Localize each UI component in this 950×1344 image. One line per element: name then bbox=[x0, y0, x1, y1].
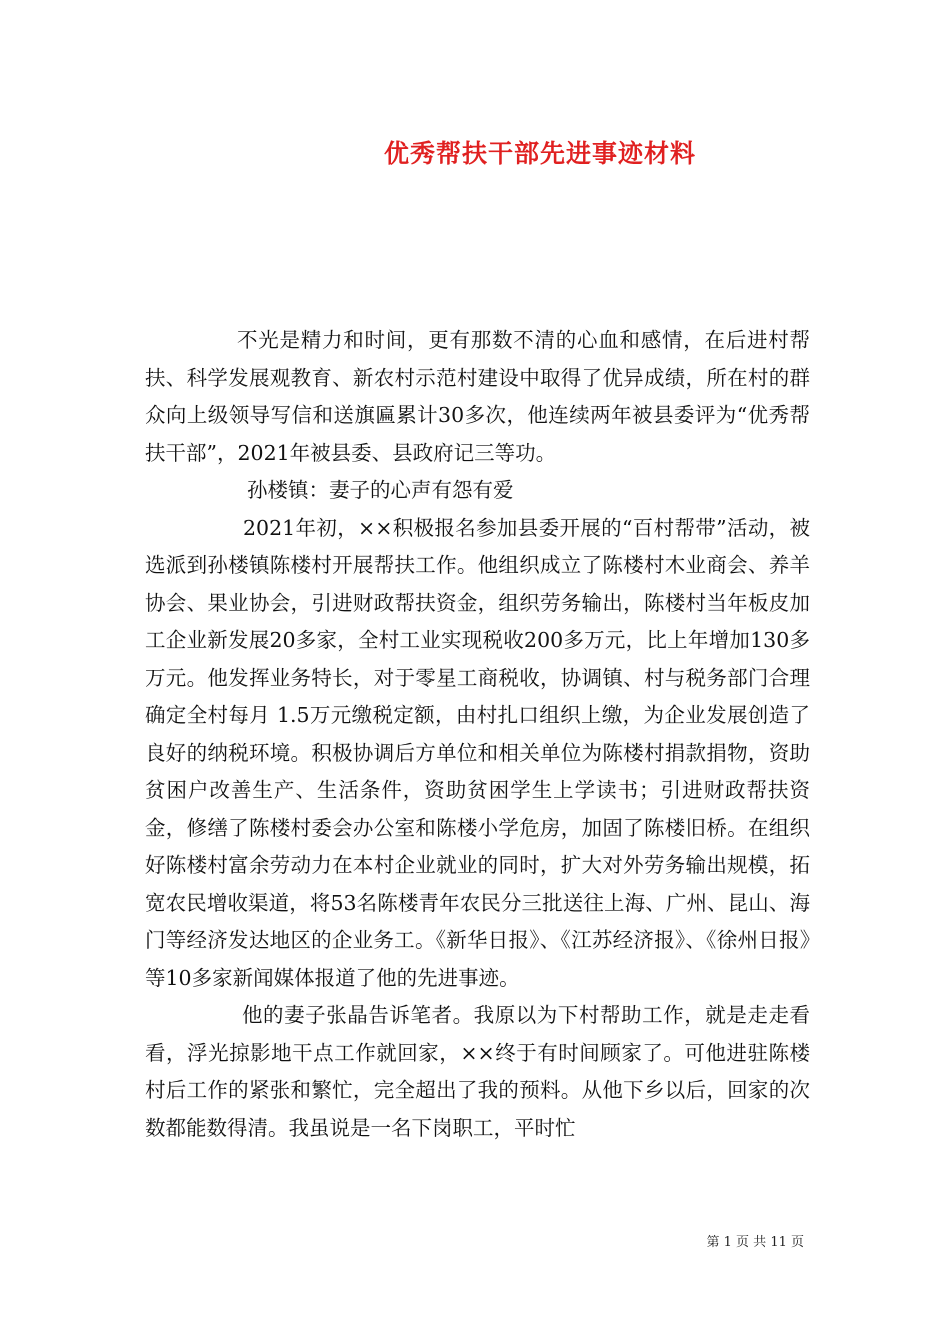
document-title: 优秀帮扶干部先进事迹材料 bbox=[383, 139, 696, 168]
paragraph-1: 不光是精力和时间，更有那数不清的心血和感情，在后进村帮扶、科学发展观教育、新农村示范村建设中取得了优异成绩，所在村的群众向上级领导写信和送旗匾累计30多次，他连续两年被县委评为“优秀帮扶干部”，2021年被县委、县政府记三等功。 bbox=[145, 328, 810, 465]
paragraph-3: 他的妻子张晶告诉笔者。我原以为下村帮助工作，就是走走看看，浮光掠影地干点工作就回家，××终于有时间顾家了。可他进驻陈楼村后工作的紧张和繁忙，完全超出了我的预料。从他下乡以后，回家的次数都能数得清。我虽说是一名下岗职工，平时忙 bbox=[145, 1003, 810, 1140]
document-body bbox=[145, 322, 810, 1147]
page-number-footer: 第 1 页 共 11 页 bbox=[706, 1235, 804, 1250]
section-subheading: 孙楼镇：妻子的心声有怨有爱 bbox=[247, 478, 514, 502]
paragraph-2: 2021年初，××积极报名参加县委开展的“百村帮带”活动，被选派到孙楼镇陈楼村开展帮扶工作。他组织成立了陈楼村木业商会、养羊协会、果业协会，引进财政帮扶资金，组织劳务输出，陈楼村当年板皮加工企业新发展20多家，全村工业实现税收200多万元，比上年增加130多万元。他发挥业务特长，对于零星工商税收，协调镇、村与税务部门合理确定全村每月 1.5万元缴税定额，由村扎口组织上缴，为企业发展创造了良好的纳税环境。积极协调后方单位和相关单位为陈楼村捐款捐物，资助贫困户改善生产、生活条件，资助贫困学生上学读书；引进财政帮扶资金，修缮了陈楼村委会办公室和陈楼小学危房，加固了陈楼旧桥。在组织好陈楼村富余劳动力在本村企业就业的同时，扩大对外劳务输出规模，拓宽农民增收渠道，将53名陈楼青年农民分三批送往上海、广州、昆山、海门等经济发达地区的企业务工。《新华日报》、《江苏经济报》、《徐州日报》等10多家新闻媒体报道了他的先进事迹。 bbox=[145, 515, 810, 990]
